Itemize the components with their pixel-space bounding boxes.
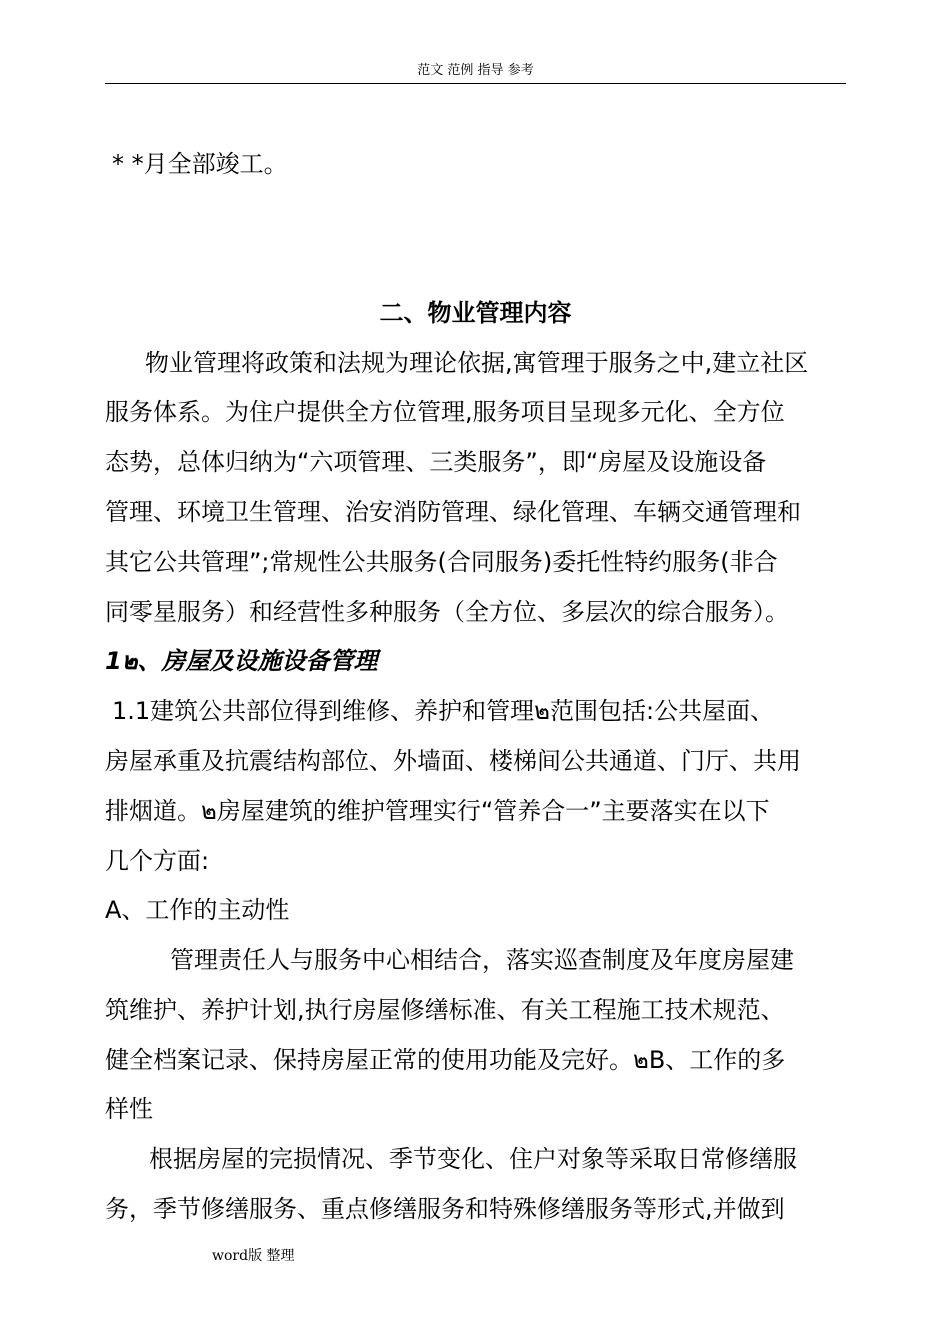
text-line-9: 房屋承重及抗震结构部位、外墙面、楼梯间公共通道、门厅、共用 [105,747,801,775]
section-title: 二、物业管理内容 [379,299,572,327]
text-line-2: 物业管理将政策和法规为理论依据,寓管理于服务之中,建立社区 [145,349,809,377]
page-footer: word版 整理 [212,1248,295,1264]
text-line-15: 健全档案记录、保持房屋正常的使用功能及完好。๒B、工作的多 [105,1046,786,1074]
text-line-17: 根据房屋的完损情况、季节变化、住户对象等采取日常修缮服 [149,1145,797,1173]
text-line-12: A、工作的主动性 [105,896,290,924]
text-line-5: 管理、环境卫生管理、治安消防管理、绿化管理、车辆交通管理和 [105,498,801,526]
text-line-14: 筑维护、养护计划,执行房屋修缮标准、有关工程施工技术规范、 [105,996,785,1024]
text-line-4: 态势，总体归纳为“六项管理、三类服务”，即“房屋及设施设备 [105,448,767,476]
subsection-title: 1๒、房屋及设施设备管理 [105,647,378,675]
text-line-7: 同零星服务）和经营性多种服务（全方位、多层次的综合服务）。 [105,598,789,626]
page-header: 范文 范例 指导 参考 [417,63,534,78]
header-rule [105,83,846,84]
text-line-8: 1.1建筑公共部位得到维修、养护和管理๒范围包括:公共屋面、 [112,697,775,725]
text-line-18: 务，季节修缮服务、重点修缮服务和特殊修缮服务等形式,并做到 [105,1195,785,1223]
text-line-13: 管理责任人与服务中心相结合，落实巡查制度及年度房屋建 [170,946,794,974]
text-line-11: 几个方面: [105,847,210,875]
text-line-6: 其它公共管理”;常规性公共服务(合同服务)委托性特约服务(非合 [105,548,778,576]
text-line-16: 样性 [105,1095,153,1123]
text-line-10: 排烟道。๒房屋建筑的维护管理实行“管养合一”主要落实在以下 [105,797,770,825]
text-line-3: 服务体系。为住户提供全方位管理,服务项目呈现多元化、全方位 [105,398,785,426]
text-line-1: * *月全部竣工。 [112,150,288,178]
